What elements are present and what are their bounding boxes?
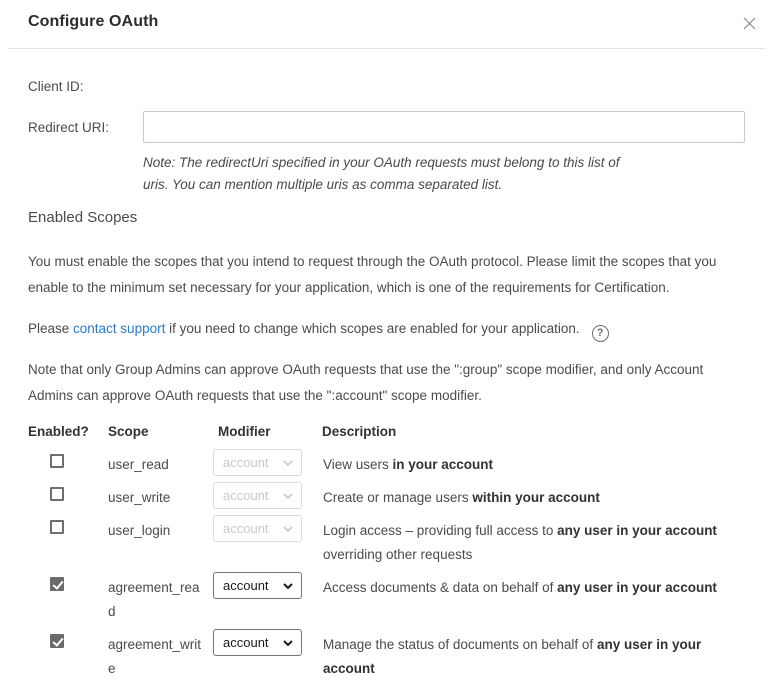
contact-support-line <box>28 316 735 342</box>
scope-name: user_read <box>108 457 169 472</box>
col-header-scope: Scope <box>108 424 149 439</box>
redirect-uri-row <box>28 111 745 143</box>
scope-description: Manage the status of documents on behalf of any user in your account <box>323 637 702 676</box>
close-icon[interactable] <box>739 13 759 33</box>
support-text-post: if you need to change which scopes are enabled for your application. <box>165 321 580 336</box>
chevron-down-icon <box>283 640 293 646</box>
scope-description: Create or manage users within your account <box>323 490 600 505</box>
modifier-select-user-read[interactable] <box>213 449 302 476</box>
contact-support-link[interactable]: contact support <box>73 321 166 336</box>
col-header-modifier: Modifier <box>218 424 271 439</box>
modifier-select-agreement-write[interactable] <box>213 629 302 656</box>
table-row <box>28 482 745 510</box>
scope-name: agreement_read <box>108 580 200 619</box>
redirect-uri-input[interactable] <box>143 111 745 143</box>
scope-checkbox-user-write[interactable] <box>50 487 64 501</box>
redirect-uri-note: Note: The redirectUri specified in your OAuth requests must belong to this list of uris. You can mention multiple uris as comma separated list. <box>143 155 620 192</box>
scope-description: Access documents & data on behalf of any user in your account <box>323 580 717 595</box>
scopes-table <box>28 424 745 681</box>
support-text-pre: Please <box>28 321 74 336</box>
modifier-value: account <box>223 488 269 503</box>
col-header-description: Description <box>322 424 397 439</box>
client-id-label: Client ID: <box>28 79 84 94</box>
dialog-title: Configure OAuth <box>28 13 159 30</box>
scope-checkbox-user-login[interactable] <box>50 520 64 534</box>
table-header-row <box>28 424 745 439</box>
scopes-intro-text: You must enable the scopes that you intend to request through the OAuth protocol. Please limit the scopes that you enable to the minimum set necessary for your application, which is one of the requirements for Certification. <box>28 254 717 295</box>
modifier-select-user-write[interactable] <box>213 482 302 509</box>
scope-checkbox-agreement-write[interactable] <box>50 634 64 648</box>
modifier-select-agreement-read[interactable] <box>213 572 302 599</box>
table-row <box>28 449 745 477</box>
chevron-down-icon <box>283 460 293 466</box>
redirect-uri-label: Redirect URI: <box>28 119 110 135</box>
chevron-down-icon <box>283 526 293 532</box>
dialog-header <box>0 0 773 33</box>
chevron-down-icon <box>283 493 293 499</box>
scope-name: user_write <box>108 490 171 505</box>
scope-name: agreement_write <box>108 637 202 676</box>
table-row <box>28 515 745 567</box>
admin-note-text: Note that only Group Admins can approve OAuth requests that use the ":group" scope modifier, and only Account Admins can approve OAuth requests that use the ":account" scope modifier. <box>28 362 704 403</box>
scope-description: Login access – providing full access to any user in your account overriding other requests <box>323 523 717 562</box>
header-divider <box>8 48 765 49</box>
modifier-value: account <box>223 578 269 593</box>
client-id-row <box>28 79 745 97</box>
scope-name: user_login <box>108 523 171 538</box>
scope-checkbox-user-read[interactable] <box>50 454 64 468</box>
modifier-value: account <box>223 521 269 536</box>
table-row <box>28 572 745 624</box>
scope-description: View users in your account <box>323 457 494 472</box>
table-row <box>28 629 745 681</box>
enabled-scopes-heading: Enabled Scopes <box>28 209 138 226</box>
help-icon[interactable]: ? <box>592 325 609 342</box>
modifier-value: account <box>223 455 269 470</box>
col-header-enabled: Enabled? <box>28 424 89 439</box>
scope-checkbox-agreement-read[interactable] <box>50 577 64 591</box>
modifier-value: account <box>223 635 269 650</box>
oauth-form <box>28 79 745 196</box>
modifier-select-user-login[interactable] <box>213 515 302 542</box>
chevron-down-icon <box>283 583 293 589</box>
